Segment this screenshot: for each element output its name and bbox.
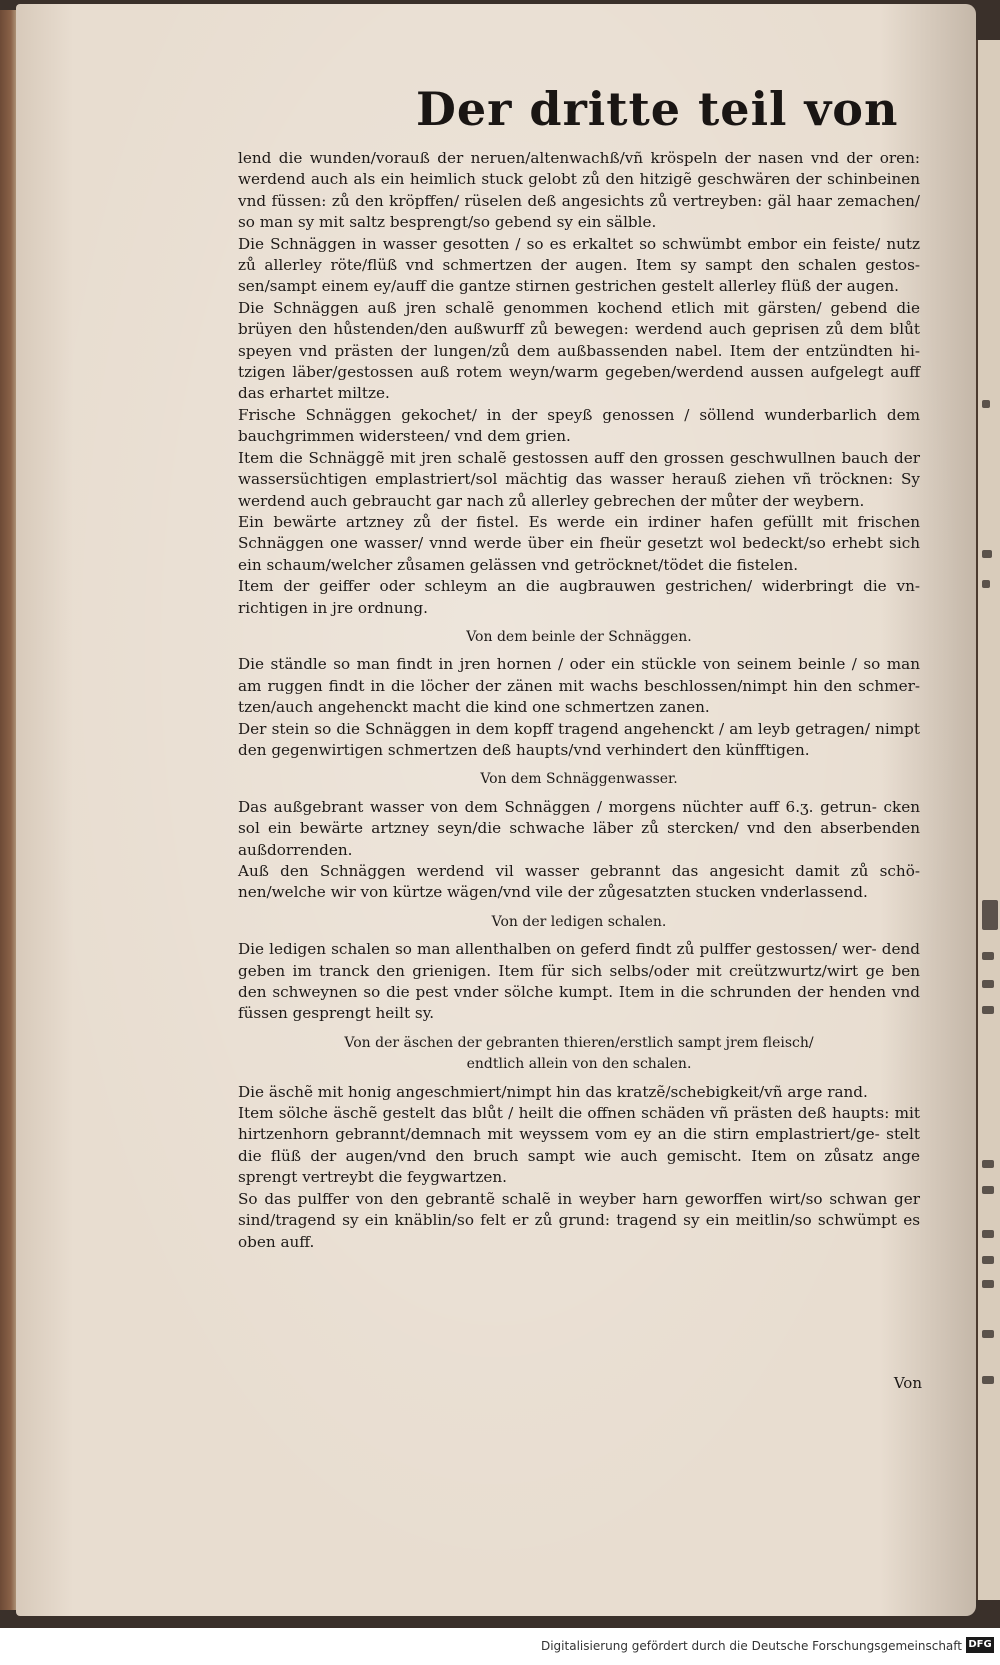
- section-heading-continued: endtlich allein von den schalen.: [466, 1056, 692, 1073]
- adjacent-page-glyph: [982, 1160, 994, 1168]
- adjacent-page-glyph: [982, 1230, 994, 1238]
- paragraph: Frische Schnäggen gekochet/ in der speyß genossen / söllend wunderbarlich dem bauchgrimmen widersteen/ vnd dem grien.: [238, 405, 920, 446]
- footer-bar: [0, 1628, 1000, 1665]
- paragraph: Die Schnäggen auß jren schalẽ genommen kochend etlich mit gärsten/ gebend die brüyen den hůstenden/den außwurff zů bewegen: werdend auch geprisen zů dem blůt speyen vnd prästen der lungen/zů dem außbassenden nabel. Item der entzündten hi- tzigen läber/gestossen auß rotem weyn/warm gegeben/werdend aussen aufgelegt auff das erhartet miltze.: [238, 298, 920, 403]
- adjacent-page-glyph: [982, 952, 994, 960]
- adjacent-page-glyph: [982, 400, 990, 408]
- catchword: Von: [893, 1374, 922, 1392]
- section-heading: Von der äschen der gebranten thieren/erstlich sampt jrem fleisch/: [344, 1034, 814, 1051]
- paragraph: So das pulffer von den gebrantẽ schalẽ in weyber harn geworffen wirt/so schwan ger sind/tragend sy ein knäblin/so felt er zů grund: tragend sy ein meitlin/so schwümpt es oben auff.: [238, 1189, 920, 1251]
- paragraph: Ein bewärte artzney zů der fistel. Es werde ein irdiner hafen gefüllt mit frischen Schnäggen one wasser/ vnnd werde über ein fheür gesetzt wol bedeckt/so erhebt sich ein schaum/welcher zůsamen gelässen vnd getröcknet/tödet die fistelen.: [238, 512, 920, 574]
- adjacent-page-glyph: [982, 580, 990, 588]
- paragraph: Item sölche äschẽ gestelt das blůt / heilt die offnen schäden vñ prästen deß haupts: mit hirtzenhorn gebrannt/demnach mit weyssem vom ey an die stirn emplastriert/ge- stelt die flüß der augen/vnd den bruch sampt wie auch gemischt. Item on zůsatz ange sprengt vertreybt die feygwartzen.: [238, 1104, 920, 1187]
- body-text: [238, 148, 920, 1253]
- adjacent-page-glyph: [982, 980, 994, 988]
- paragraph: Die äschẽ mit honig angeschmiert/nimpt hin das kratzẽ/schebigkeit/vñ arge rand.: [238, 1082, 868, 1101]
- adjacent-page-glyph: [982, 1256, 994, 1264]
- funding-credit: Digitalisierung gefördert durch die Deutsche Forschungsgemeinschaft: [540, 1639, 962, 1653]
- dfg-logo: DFG: [966, 1637, 994, 1653]
- adjacent-page-glyph: [982, 900, 998, 930]
- paragraph: Die ständle so man findt in jren hornen / oder ein stückle von seinem beinle / so man am ruggen findt in die löcher der zänen mit wachs beschlossen/nimpt hin den schmer- tzen/auch angehenckt macht die kind one schmertzen zanen.: [238, 655, 920, 717]
- paragraph: Item die Schnäggẽ mit jren schalẽ gestossen auff den grossen geschwullnen bauch der wassersüchtigen emplastriert/sol mächtig das wasser herauß ziehen vñ tröcknen: Sy werdend auch gebraucht gar nach zů allerley gebrechen der můter der weybern.: [238, 448, 920, 510]
- paragraph: Der stein so die Schnäggen in dem kopff tragend angehenckt / am leyb getragen/ nimpt den gegenwirtigen schmertzen deß haupts/vnd verhindert den künfftigen.: [238, 719, 920, 759]
- adjacent-page-glyph: [982, 1376, 994, 1384]
- page-header: Der dritte teil von: [416, 82, 899, 136]
- paragraph: Die ledigen schalen so man allenthalben on geferd findt zů pulffer gestossen/ wer- dend geben im tranck den grienigen. Item für sich selbs/oder mit creützwurtz/wirt ge ben den schweynen so die pest vnder sölche kumpt. Item in die schrunden der henden vnd füssen gesprengt heilt sy.: [238, 940, 920, 1023]
- section-heading: Von dem Schnäggenwasser.: [480, 771, 678, 788]
- adjacent-page-glyph: [982, 1330, 994, 1338]
- paragraph: Item der geiffer oder schleym an die augbrauwen gestrichen/ widerbringt die vn- richtigen in jre ordnung.: [238, 577, 920, 617]
- adjacent-page-glyph: [982, 1280, 994, 1288]
- adjacent-page-edge: [976, 40, 1000, 1600]
- paragraph: Das außgebrant wasser von dem Schnäggen / morgens nüchter auff 6.ʒ. getrun- cken sol ein bewärte artzney seyn/die schwache läber zů stercken/ vnd den abserbenden außdorrenden.: [238, 797, 920, 859]
- section-heading: Von dem beinle der Schnäggen.: [466, 628, 692, 645]
- paragraph: Die Schnäggen in wasser gesotten / so es erkaltet so schwümbt embor ein feiste/ nutz zů allerley röte/flüß vnd schmertzen der augen. Item sy sampt den schalen gestos- sen/sampt einem ey/auff die gantze stirnen gestrichen gestelt allerley flüß der augen.: [238, 234, 920, 296]
- paragraph: lend die wunden/vorauß der neruen/altenwachß/vñ kröspeln der nasen vnd der oren: werdend auch als ein heimlich stuck gelobt zů den hitzigẽ geschwären der schinbeinen vnd füssen: zů den kröpffen/ rüselen deß angesichts zů vertreyben: gäl haar zemachen/ so man sy mit saltz besprengt/so gebend sy ein sälble.: [238, 149, 920, 232]
- section-heading: Von der ledigen schalen.: [491, 913, 667, 930]
- adjacent-page-glyph: [982, 1006, 994, 1014]
- paragraph: Auß den Schnäggen werdend vil wasser gebrannt das angesicht damit zů schö- nen/welche wir von kürtze wägen/vnd vile der zůgesatzten stucken vnderlassend.: [238, 862, 920, 902]
- adjacent-page-glyph: [982, 550, 992, 558]
- adjacent-page-glyph: [982, 1186, 994, 1194]
